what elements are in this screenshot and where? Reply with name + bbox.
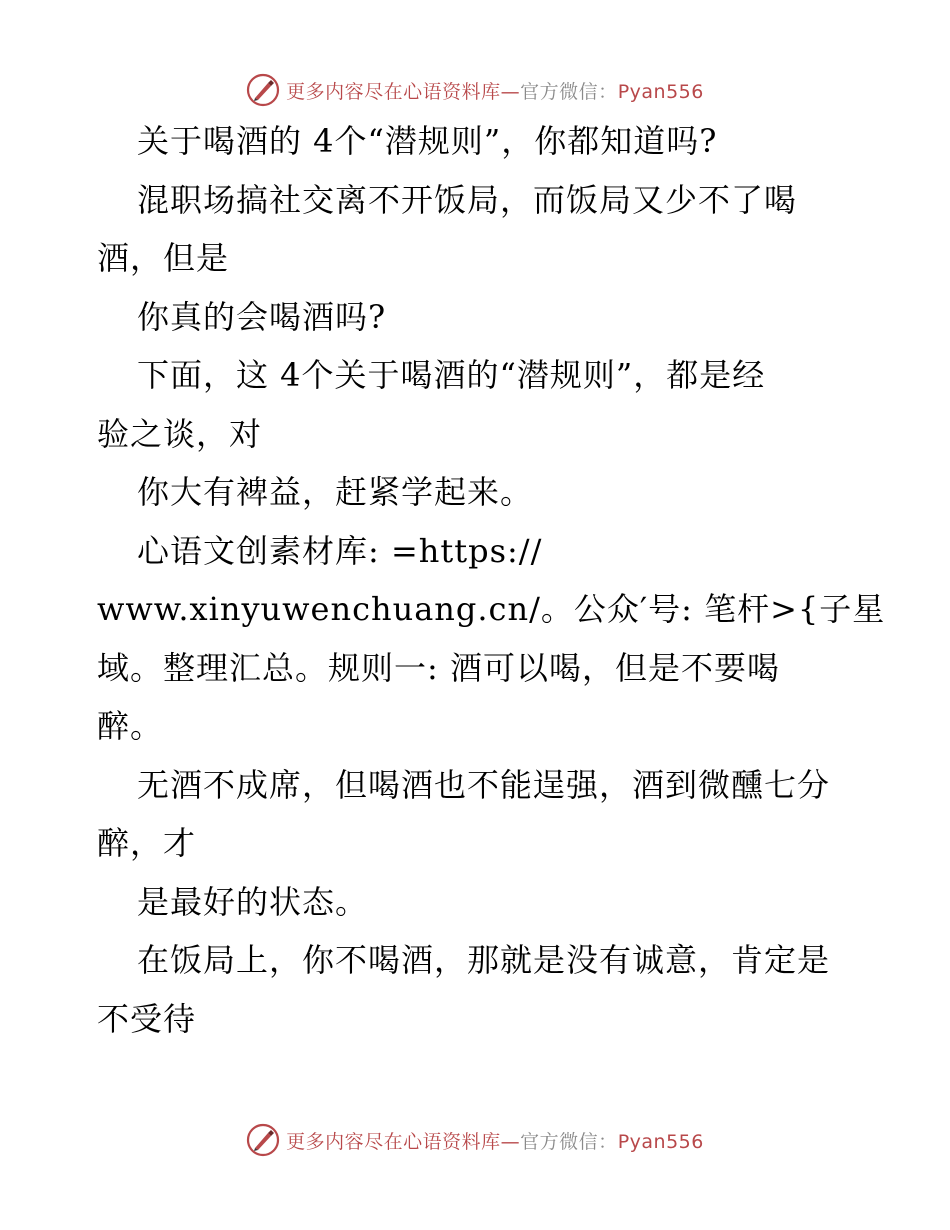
header-dash: — <box>500 80 521 103</box>
text-line: www.xinyuwenchuang.cn/。公众′号: 笔杆>{子星 <box>97 590 886 628</box>
header-banner <box>0 70 950 110</box>
text-line: 你大有裨益，赶紧学起来。 <box>137 473 534 511</box>
footer-wechat-id: Pyan556 <box>617 1130 704 1153</box>
text-line: 关于喝酒的 4个“潜规则”，你都知道吗? <box>137 122 718 160</box>
text-line: 域。整理汇总。规则一: 酒可以喝，但是不要喝 <box>97 648 780 687</box>
text-line: 混职场搞社交离不开饭局，而饭局又少不了喝 <box>137 180 798 219</box>
text-line: 无酒不成席，但喝酒也不能逞强，酒到微醺七分 <box>137 765 831 804</box>
text-line: 验之谈，对 <box>97 414 263 453</box>
footer-dash: — <box>500 1130 521 1153</box>
footer-brand-text: 更多内容尽在心语资料库 <box>286 1130 501 1153</box>
header-brand-text: 更多内容尽在心语资料库 <box>286 80 501 103</box>
text-line: 心语文创素材库: =https:// <box>137 531 543 570</box>
text-line: 酒，但是 <box>97 239 230 277</box>
footer-banner-text <box>286 1127 704 1154</box>
text-line: 醉。 <box>97 707 164 745</box>
document-body <box>97 112 886 1048</box>
header-official-label: 官方微信： <box>520 80 618 103</box>
text-line: 是最好的状态。 <box>137 882 369 921</box>
header-wechat-id: Pyan556 <box>617 80 704 103</box>
text-line: 在饭局上，你不喝酒，那就是没有诚意，肯定是 <box>137 941 831 979</box>
footer-banner <box>0 1120 950 1160</box>
text-line: 不受待 <box>97 999 197 1038</box>
text-line: 醉，才 <box>97 824 197 862</box>
pen-logo-icon <box>246 1123 280 1157</box>
text-line: 你真的会喝酒吗? <box>137 297 387 336</box>
text-line: 下面，这 4个关于喝酒的“潜规则”，都是经 <box>137 356 766 394</box>
footer-official-label: 官方微信： <box>520 1130 618 1153</box>
header-banner-text <box>286 77 704 104</box>
pen-logo-icon <box>246 73 280 107</box>
